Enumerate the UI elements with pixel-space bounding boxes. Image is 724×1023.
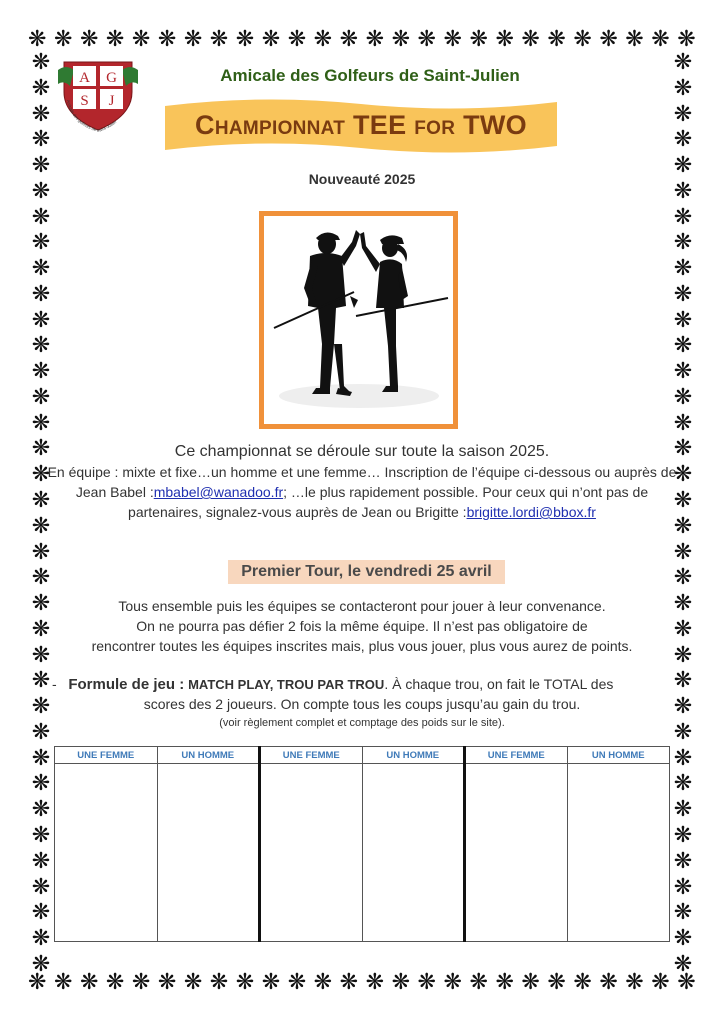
border-left-star: ❋	[31, 926, 51, 952]
club-logo	[56, 52, 140, 132]
team-line-start: En équipe : mixte et fixe…un homme et une femme… Inscription de l’équipe ci-dessous ou auprès de Jean Babel :	[47, 464, 677, 500]
border-right-star: ❋	[673, 256, 693, 282]
logo-letter-g: G	[106, 70, 117, 86]
border-left-star: ❋	[31, 797, 51, 823]
formula-line	[52, 676, 698, 693]
woman-silhouette	[360, 232, 408, 392]
border-right-star: ❋	[673, 488, 693, 514]
man-silhouette	[304, 230, 360, 396]
border-left-star: ❋	[31, 616, 51, 642]
border-bottom-star: ❋	[495, 970, 514, 995]
border-right-star: ❋	[673, 616, 693, 642]
rules-line-3: rencontrer toutes les équipes inscrites mais, plus vous jouer, plus vous aurez de points.	[91, 638, 633, 654]
border-top-star: ❋	[365, 27, 385, 52]
border-right-star: ❋	[673, 797, 693, 823]
border-bottom-star: ❋	[443, 970, 462, 995]
border-left-star: ❋	[31, 127, 51, 153]
border-right-star: ❋	[673, 178, 693, 204]
team-paragraph	[40, 462, 684, 522]
border-top-star: ❋	[53, 27, 73, 52]
club-name: Amicale des Golfeurs de Saint-Julien	[220, 66, 520, 85]
team-line-mid: ; …le plus rapidement possible. Pour ceux qui n’ont pas de partenaires, signalez-vous auprès de Jean ou Brigitte :	[128, 484, 649, 520]
border-top-star: ❋	[547, 27, 566, 52]
border-right-star: ❋	[673, 307, 693, 333]
border-right-star: ❋	[673, 771, 693, 797]
border-bottom-star: ❋	[79, 970, 99, 995]
border-left-star: ❋	[31, 204, 51, 230]
border-bottom-star: ❋	[209, 970, 229, 995]
logo-motto: Amicale des golfeurs de Saint-Julien	[65, 99, 118, 132]
border-top-star: ❋	[391, 27, 410, 52]
formula-label: Formule de jeu :	[68, 676, 185, 693]
title-initial: C	[195, 110, 215, 140]
border-left-star: ❋	[31, 153, 51, 179]
border-top-star: ❋	[261, 27, 281, 52]
border-right-star: ❋	[673, 719, 693, 745]
border-left-star: ❋	[31, 384, 51, 410]
jean-email-link[interactable]: mbabel@wanadoo.fr	[153, 484, 284, 500]
border-top-star: ❋	[235, 27, 255, 52]
border-top-star: ❋	[131, 27, 151, 52]
rules-paragraph	[40, 596, 684, 656]
title-word-two: TWO	[463, 110, 527, 140]
subtitle: Nouveauté 2025	[308, 171, 416, 187]
border-bottom-star: ❋	[131, 970, 151, 995]
season-line: Ce championnat se déroule sur toute la saison 2025.	[174, 443, 550, 460]
border-right-star: ❋	[673, 591, 693, 617]
title-banner	[163, 96, 559, 158]
signup-cell-woman-2[interactable]	[260, 764, 363, 942]
border-right-star: ❋	[673, 513, 693, 539]
title-word-tee: TEE	[353, 110, 407, 140]
header-man-2: UN HOMME	[362, 747, 465, 764]
border-left-star: ❋	[31, 951, 51, 977]
border-top	[28, 27, 696, 53]
border-top-star: ❋	[521, 27, 540, 52]
logo-letter-j: J	[108, 93, 115, 109]
border-left-star: ❋	[31, 642, 51, 668]
header-woman-1: UNE FEMME	[55, 747, 158, 764]
signup-cell-man-3[interactable]	[567, 764, 670, 942]
border-left-star: ❋	[31, 101, 51, 127]
signup-cell-man-2[interactable]	[362, 764, 465, 942]
border-right-star: ❋	[673, 822, 693, 848]
border-left-star: ❋	[31, 668, 51, 694]
border-right-star: ❋	[673, 153, 693, 179]
border-bottom-star: ❋	[287, 970, 307, 995]
border-top-star: ❋	[677, 27, 696, 52]
border-right-star: ❋	[673, 462, 693, 488]
border-bottom-star: ❋	[365, 970, 385, 995]
border-left-star: ❋	[31, 333, 51, 359]
border-right-star: ❋	[673, 848, 693, 874]
border-left-star: ❋	[31, 230, 51, 256]
border-bottom-star: ❋	[391, 970, 410, 995]
border-bottom-star: ❋	[417, 970, 436, 995]
golfers-photo	[259, 211, 458, 429]
border-bottom-star: ❋	[105, 970, 125, 995]
border-left-star: ❋	[31, 462, 51, 488]
border-bottom-star: ❋	[157, 970, 177, 995]
border-bottom-star: ❋	[521, 970, 540, 995]
rules-line-1: Tous ensemble puis les équipes se contacteront pour jouer à leur convenance.	[118, 598, 606, 614]
border-right-star: ❋	[673, 410, 693, 436]
border-bottom-star: ❋	[573, 970, 592, 995]
border-right-star: ❋	[673, 359, 693, 385]
title-word-championnat: HAMPIONNAT	[214, 118, 346, 139]
border-top-star: ❋	[339, 27, 359, 52]
rules-note: (voir règlement complet et comptage des poids sur le site).	[219, 717, 505, 729]
border-left-star: ❋	[31, 488, 51, 514]
signup-header-row	[55, 747, 670, 764]
border-left-star: ❋	[31, 822, 51, 848]
signup-entry-row	[55, 764, 670, 942]
border-right-star: ❋	[673, 745, 693, 771]
border-right-star: ❋	[673, 642, 693, 668]
signup-table	[54, 746, 670, 942]
border-left-star: ❋	[31, 900, 51, 926]
border-bottom	[28, 970, 696, 996]
logo-letter-s: S	[80, 93, 89, 109]
border-top-star: ❋	[573, 27, 592, 52]
signup-cell-woman-3[interactable]	[465, 764, 568, 942]
header-woman-3: UNE FEMME	[465, 747, 568, 764]
border-bottom-star: ❋	[53, 970, 73, 995]
border-right-star: ❋	[673, 50, 693, 75]
border-top-star: ❋	[417, 27, 436, 52]
border-top-star: ❋	[287, 27, 307, 52]
border-top-star: ❋	[209, 27, 229, 52]
border-bottom-star: ❋	[235, 970, 255, 995]
border-bottom-star: ❋	[599, 970, 618, 995]
border-right-star: ❋	[673, 668, 693, 694]
border-top-star: ❋	[28, 27, 47, 52]
border-bottom-star: ❋	[28, 970, 47, 995]
signup-cell-man-1[interactable]	[157, 764, 260, 942]
border-bottom-star: ❋	[261, 970, 281, 995]
border-top-star: ❋	[651, 27, 670, 52]
border-left-star: ❋	[31, 436, 51, 462]
signup-cell-woman-1[interactable]	[55, 764, 158, 942]
title-word-for: FOR	[414, 118, 456, 139]
border-top-star: ❋	[313, 27, 333, 52]
border-top-star: ❋	[79, 27, 99, 52]
header-woman-2: UNE FEMME	[260, 747, 363, 764]
border-left-star: ❋	[31, 771, 51, 797]
formula-value: MATCH PLAY, TROU PAR TROU	[188, 677, 385, 692]
border-left-star: ❋	[31, 745, 51, 771]
border-right-star: ❋	[673, 951, 693, 977]
formula-line-2: scores des 2 joueurs. On compte tous les coups jusqu’au gain du trou.	[143, 696, 581, 712]
formula-after: . À chaque trou, on fait le TOTAL des	[384, 676, 614, 692]
border-left-star: ❋	[31, 50, 51, 75]
brigitte-email-link[interactable]: brigitte.lordi@bbox.fr	[466, 504, 596, 520]
border-right-star: ❋	[673, 281, 693, 307]
formula-dash: -	[52, 676, 57, 692]
border-left-star: ❋	[31, 75, 51, 101]
border-right-star: ❋	[673, 694, 693, 720]
border-left-star: ❋	[31, 591, 51, 617]
header-man-1: UN HOMME	[157, 747, 260, 764]
border-top-star: ❋	[625, 27, 644, 52]
border-left-star: ❋	[31, 256, 51, 282]
border-right-star: ❋	[673, 874, 693, 900]
border-top-star: ❋	[183, 27, 203, 52]
border-left-star: ❋	[31, 565, 51, 591]
border-left-star: ❋	[31, 513, 51, 539]
border-left-star: ❋	[31, 539, 51, 565]
championship-title	[163, 110, 559, 141]
rules-line-2: On ne pourra pas défier 2 fois la même équipe. Il n’est pas obligatoire de	[136, 618, 588, 634]
border-left-star: ❋	[31, 307, 51, 333]
border-top-star: ❋	[469, 27, 488, 52]
border-left-star: ❋	[31, 848, 51, 874]
border-bottom-star: ❋	[313, 970, 333, 995]
border-bottom-star: ❋	[625, 970, 644, 995]
border-right-star: ❋	[673, 384, 693, 410]
border-top-star: ❋	[105, 27, 125, 52]
border-right-star: ❋	[673, 436, 693, 462]
border-right-star: ❋	[673, 101, 693, 127]
border-left-star: ❋	[31, 694, 51, 720]
border-left-star: ❋	[31, 178, 51, 204]
border-bottom-star: ❋	[469, 970, 488, 995]
border-right-star: ❋	[673, 539, 693, 565]
border-right-star: ❋	[673, 75, 693, 101]
logo-letter-a: A	[79, 70, 90, 86]
border-left-star: ❋	[31, 719, 51, 745]
border-top-star: ❋	[495, 27, 514, 52]
border-bottom-star: ❋	[651, 970, 670, 995]
border-bottom-star: ❋	[547, 970, 566, 995]
border-top-star: ❋	[599, 27, 618, 52]
border-right-star: ❋	[673, 127, 693, 153]
border-left-star: ❋	[31, 359, 51, 385]
border-right-star: ❋	[673, 926, 693, 952]
border-right-star: ❋	[673, 230, 693, 256]
border-bottom-star: ❋	[183, 970, 203, 995]
border-right-star: ❋	[673, 565, 693, 591]
border-right-star: ❋	[673, 333, 693, 359]
border-top-star: ❋	[443, 27, 462, 52]
border-right-star: ❋	[673, 900, 693, 926]
header-man-3: UN HOMME	[567, 747, 670, 764]
border-left-star: ❋	[31, 410, 51, 436]
border-left-star: ❋	[31, 874, 51, 900]
border-right-star: ❋	[673, 204, 693, 230]
border-top-star: ❋	[157, 27, 177, 52]
border-left-star: ❋	[31, 281, 51, 307]
border-bottom-star: ❋	[339, 970, 359, 995]
border-bottom-star: ❋	[677, 970, 696, 995]
first-round-label: Premier Tour, le vendredi 25 avril	[228, 560, 505, 584]
